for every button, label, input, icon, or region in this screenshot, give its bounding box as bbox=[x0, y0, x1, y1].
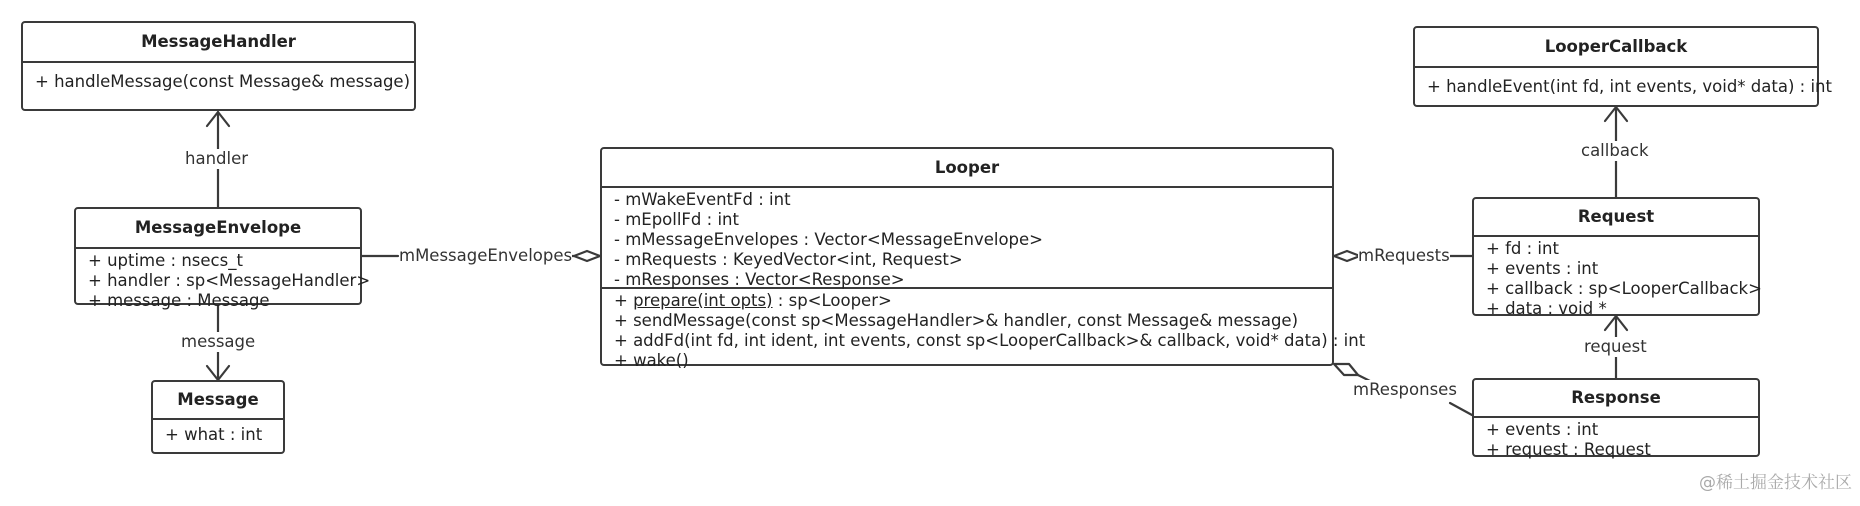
m-message-envelopes-relation-label: mMessageEnvelopes bbox=[399, 246, 573, 265]
looper-callback-class bbox=[1413, 26, 1832, 107]
request-class-name: Request bbox=[1577, 207, 1655, 226]
response-class bbox=[1472, 378, 1760, 457]
handler-relation-label: handler bbox=[185, 149, 249, 168]
attribute-events: + events : int bbox=[1486, 259, 1599, 278]
looper-class bbox=[600, 147, 1366, 370]
m-requests-relation-label: mRequests bbox=[1358, 246, 1450, 265]
request-class bbox=[1472, 197, 1760, 316]
looper-attributes bbox=[602, 186, 1332, 287]
request-relation-label: request bbox=[1584, 337, 1647, 356]
message-handler-class bbox=[21, 21, 416, 111]
attribute-events: + events : int bbox=[1486, 420, 1599, 439]
method-handle-event: + handleEvent(int fd, int events, void* data) : int bbox=[1427, 77, 1832, 96]
message-handler-class-name: MessageHandler bbox=[141, 32, 296, 51]
looper-methods bbox=[602, 287, 1366, 371]
attribute-what: + what : int bbox=[165, 425, 263, 444]
m-responses-diamond bbox=[1334, 364, 1358, 375]
m-responses-line-right bbox=[1450, 403, 1472, 415]
m-message-envelopes-diamond bbox=[574, 251, 600, 261]
method-prepare-prefix: + bbox=[614, 291, 634, 310]
attribute-handler: + handler : sp<MessageHandler> bbox=[88, 271, 371, 290]
attribute-fd: + fd : int bbox=[1486, 239, 1559, 258]
attribute-uptime: + uptime : nsecs_t bbox=[88, 251, 243, 270]
message-relation-label: message bbox=[181, 332, 256, 351]
attribute-m-wake-event-fd: - mWakeEventFd : int bbox=[614, 190, 791, 209]
looper-callback-methods bbox=[1415, 66, 1832, 97]
message-class-name: Message bbox=[177, 390, 259, 409]
method-handle-message: + handleMessage(const Message& message) bbox=[35, 72, 411, 91]
attribute-callback: + callback : sp<LooperCallback> bbox=[1486, 279, 1762, 298]
method-prepare-static-name: prepare(int opts) bbox=[633, 291, 773, 310]
request-attributes bbox=[1474, 235, 1762, 319]
attribute-m-epoll-fd: - mEpollFd : int bbox=[614, 210, 739, 229]
message-attributes bbox=[153, 418, 283, 445]
watermark: @稀土掘金技术社区 bbox=[1699, 473, 1852, 493]
method-wake: + wake() bbox=[614, 351, 689, 370]
attribute-m-message-envelopes: - mMessageEnvelopes : Vector<MessageEnvelope> bbox=[614, 230, 1043, 249]
attribute-request: + request : Request bbox=[1486, 440, 1651, 459]
method-prepare-return: : sp<Looper> bbox=[772, 291, 892, 310]
message-envelope-class bbox=[74, 207, 371, 310]
message-envelope-attributes bbox=[76, 247, 371, 311]
message-class bbox=[151, 380, 285, 454]
response-class-name: Response bbox=[1571, 388, 1661, 407]
message-envelope-class-name: MessageEnvelope bbox=[134, 218, 302, 237]
m-responses-relation-label: mResponses bbox=[1353, 380, 1457, 399]
method-add-fd: + addFd(int fd, int ident, int events, const sp<LooperCallback>& callback, void* data) : int bbox=[614, 331, 1366, 350]
response-attributes bbox=[1474, 416, 1758, 460]
message-handler-methods bbox=[23, 61, 414, 92]
method-prepare bbox=[614, 291, 1332, 311]
attribute-m-requests: - mRequests : KeyedVector<int, Request> bbox=[614, 250, 963, 269]
looper-callback-class-name: LooperCallback bbox=[1544, 37, 1688, 56]
looper-class-name: Looper bbox=[934, 157, 1000, 177]
attribute-message: + message : Message bbox=[88, 291, 270, 310]
method-send-message: + sendMessage(const sp<MessageHandler>& handler, const Message& message) bbox=[614, 311, 1299, 330]
attribute-m-responses: - mResponses : Vector<Response> bbox=[614, 270, 905, 289]
m-requests-diamond bbox=[1334, 251, 1360, 261]
attribute-data: + data : void * bbox=[1486, 299, 1607, 318]
callback-relation-label: callback bbox=[1581, 141, 1649, 160]
